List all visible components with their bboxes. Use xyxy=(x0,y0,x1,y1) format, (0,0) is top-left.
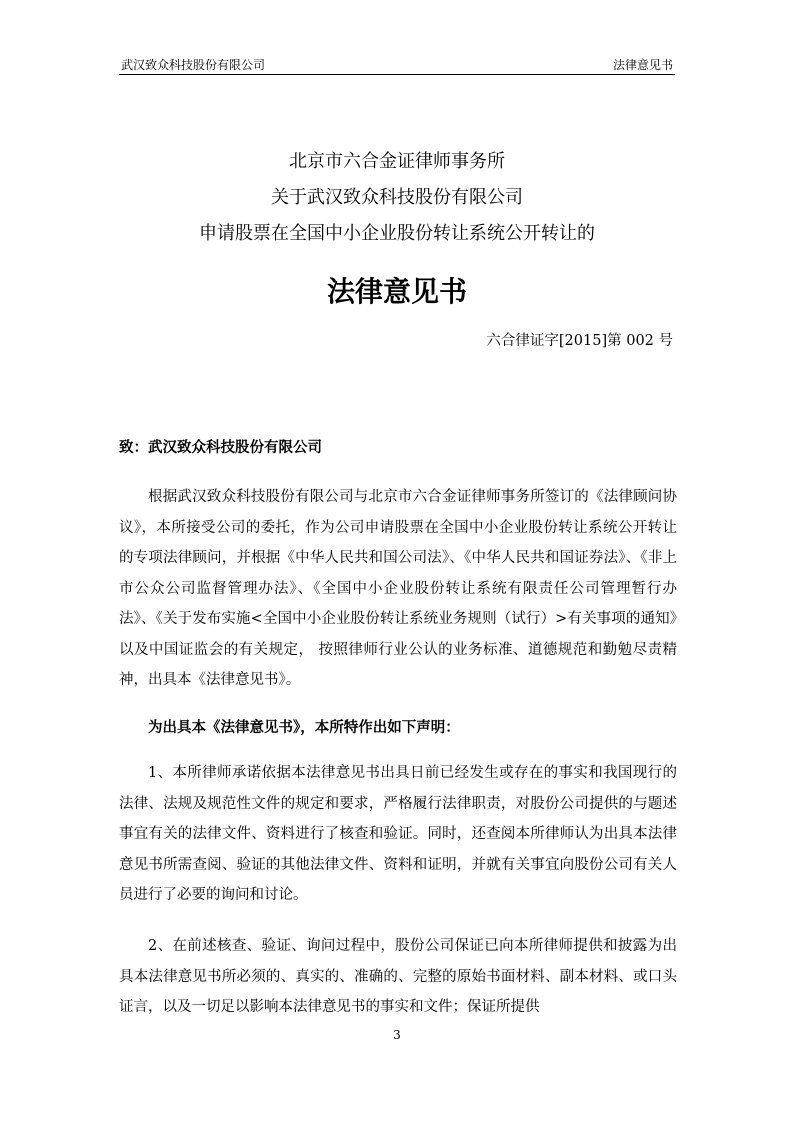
title-line-3: 申请股票在全国中小企业股份转让系统公开转让的 xyxy=(199,223,595,244)
page-number: 3 xyxy=(393,1028,401,1042)
addressee: 致：武汉致众科技股份有限公司 xyxy=(119,440,322,456)
title-line-1: 北京市六合金证律师事务所 xyxy=(289,151,505,172)
main-title: 法律意见书 xyxy=(326,275,467,308)
document-number: 六合律证字[2015]第 002 号 xyxy=(486,333,673,349)
paragraph-declaration-2: 2、在前述核查、验证、询问过程中，股份公司保证已向本所律师提供和披露为出具本法律意见书所必须的、真实的、准确的、完整的原始书面材料、副本材料、或口头证言，以及一切足以影响本法律意见书的事实和文件；保证所提供 xyxy=(119,938,677,1015)
title-block xyxy=(0,144,794,252)
title-line-2: 关于武汉致众科技股份有限公司 xyxy=(271,187,523,208)
header-doc-type: 法律意见书 xyxy=(612,58,673,72)
paragraph-intro: 根据武汉致众科技股份有限公司与北京市六合金证律师事务所签订的《法律顾问协议》，本所接受公司的委托，作为公司申请股票在全国中小企业股份转让系统公开转让的专项法律顾问，并根据《中华人民共和国公司法》、《中华人民共和国证券法》、《非上市公众公司监督管理办法》、《全国中小企业股份转让系统有限责任公司管理暂行办法》、《关于发布实施<全国中小企业股份转让系统业务规则（试行）>有关事项的通知》以及中国证监会的有关规定， 按照律师行业公认的业务标准、道德规范和勤勉尽责精神，出具本《法律意见书》。 xyxy=(119,489,677,688)
page-header xyxy=(119,54,675,75)
header-company: 武汉致众科技股份有限公司 xyxy=(121,58,266,72)
declaration-heading: 为出具本《法律意见书》，本所特作出如下声明： xyxy=(148,720,460,736)
paragraph-declaration-1: 1、本所律师承诺依据本法律意见书出具日前已经发生或存在的事实和我国现行的法律、法规及规范性文件的规定和要求，严格履行法律职责，对股份公司提供的与题述事宜有关的法律文件、资料进行了核查和验证。同时，还查阅本所律师认为出具本法律意见书所需查阅、验证的其他法律文件、资料和证明，并就有关事宜向股份公司有关人员进行了必要的询问和讨论。 xyxy=(119,765,677,903)
